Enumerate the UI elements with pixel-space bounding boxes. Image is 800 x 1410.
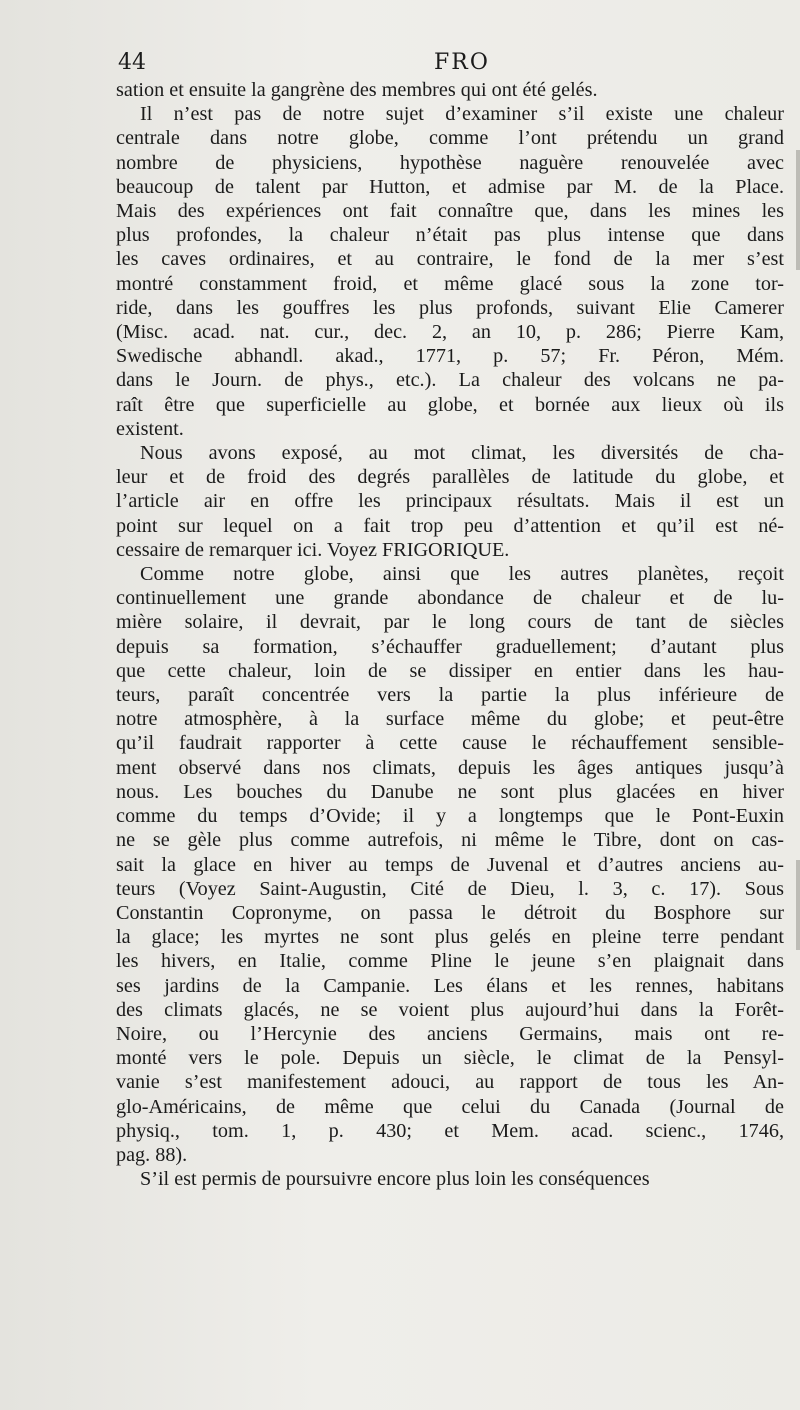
text-line: vanie s’est manifestement adouci, au rapport de tous les An-: [116, 1071, 784, 1094]
paragraph: [116, 102, 784, 441]
text-line: cessaire de remarquer ici. Voyez FRIGORIQUE.: [116, 538, 510, 561]
text-line: que cette chaleur, loin de se dissiper en entier dans les hau-: [116, 659, 784, 682]
text-line: leur et de froid des degrés parallèles de latitude du globe, et: [116, 466, 784, 489]
text-line: physiq., tom. 1, p. 430; et Mem. acad. scienc., 1746,: [116, 1119, 784, 1142]
text-line: Swedische abhandl. akad., 1771, p. 57; Fr. Péron, Mém.: [116, 345, 784, 368]
text-line: Constantin Copronyme, on passa le détroit du Bosphore sur: [116, 901, 784, 924]
text-line: notre atmosphère, à la surface même du globe; et peut-être: [116, 708, 784, 731]
text-line: Il n’est pas de notre sujet d’examiner s’il existe une chaleur: [140, 103, 784, 126]
text-line: qu’il faudrait rapporter à cette cause le réchauffement sensible-: [116, 732, 784, 755]
page-edge-shadow: [796, 860, 800, 950]
text-line: ride, dans les gouffres les plus profonds, suivant Elie Camerer: [116, 296, 784, 319]
text-line: l’article air en offre les principaux résultats. Mais il est un: [116, 490, 784, 513]
text-line: Mais des expériences ont fait connaître que, dans les mines les: [116, 200, 784, 223]
text-line: beaucoup de talent par Hutton, et admise par M. de la Place.: [116, 175, 784, 198]
text-line: sation et ensuite la gangrène des membres qui ont été gelés.: [116, 79, 598, 101]
page-number: 44: [118, 50, 146, 75]
text-line: teurs (Voyez Saint-Augustin, Cité de Dieu, l. 3, c. 17). Sous: [116, 877, 784, 900]
text-line: Nous avons exposé, au mot climat, les diversités de cha-: [140, 442, 784, 465]
paragraph: [116, 78, 784, 102]
text-line: point sur lequel on a fait trop peu d’attention et qu’il est né-: [116, 514, 784, 537]
text-line: la glace; les myrtes ne sont plus gelés en pleine terre pendant: [116, 926, 784, 949]
text-line: les caves ordinaires, et au contraire, le fond de la mer s’est: [116, 248, 784, 271]
text-line: plus profondes, la chaleur n’était pas plus intense que dans: [116, 224, 784, 247]
text-line: teurs, paraît concentrée vers la partie la plus inférieure de: [116, 684, 784, 707]
page-header: [118, 50, 778, 80]
text-line: pag. 88).: [116, 1143, 188, 1166]
paragraph: [116, 441, 784, 562]
text-line: existent.: [116, 417, 184, 440]
text-line: Noire, ou l’Hercynie des anciens Germains, mais ont re-: [116, 1022, 784, 1045]
running-head: FRO: [434, 50, 490, 75]
text-line: ment observé dans nos climats, depuis les âges antiques jusqu’à: [116, 756, 784, 779]
text-line: S’il est permis de poursuivre encore plus loin les conséquences: [140, 1168, 650, 1191]
text-line: comme du temps d’Ovide; il y a longtemps que le Pont-Euxin: [116, 805, 784, 828]
text-line: mière solaire, il devrait, par le long cours de tant de siècles: [116, 611, 784, 634]
text-line: raît être que superficielle au globe, et bornée aux lieux où ils: [116, 393, 784, 416]
text-line: les hivers, en Italie, comme Pline le jeune s’en plaignait dans: [116, 950, 784, 973]
text-line: sait la glace en hiver au temps de Juvenal et d’autres anciens au-: [116, 853, 784, 876]
text-line: dans le Journ. de phys., etc.). La chaleur des volcans ne pa-: [116, 369, 784, 392]
text-line: Comme notre globe, ainsi que les autres planètes, reçoit: [140, 563, 784, 586]
text-line: des climats glacés, ne se voient plus aujourd’hui dans la Forêt-: [116, 998, 784, 1021]
text-line: glo-Américains, de même que celui du Canada (Journal de: [116, 1095, 784, 1118]
text-line: (Misc. acad. nat. cur., dec. 2, an 10, p. 286; Pierre Kam,: [116, 321, 784, 344]
text-line: centrale dans notre globe, comme l’ont prétendu un grand: [116, 127, 784, 150]
text-line: continuellement une grande abondance de chaleur et de lu-: [116, 587, 784, 610]
text-line: ne se gèle plus comme autrefois, ni même le Tibre, dont on cas-: [116, 829, 784, 852]
text-line: monté vers le pole. Depuis un siècle, le climat de la Pensyl-: [116, 1047, 784, 1070]
text-line: nombre de physiciens, hypothèse naguère renouvelée avec: [116, 151, 784, 174]
paragraph: [116, 562, 784, 1167]
body-text: [116, 78, 784, 1191]
text-line: ses jardins de la Campanie. Les élans et les rennes, habitans: [116, 974, 784, 997]
paragraph: [116, 1167, 784, 1191]
text-line: nous. Les bouches du Danube ne sont plus glacées en hiver: [116, 780, 784, 803]
page-edge-shadow: [796, 150, 800, 270]
text-line: montré constamment froid, et même glacé sous la zone tor-: [116, 272, 784, 295]
text-line: depuis sa formation, s’échauffer graduellement; d’autant plus: [116, 635, 784, 658]
